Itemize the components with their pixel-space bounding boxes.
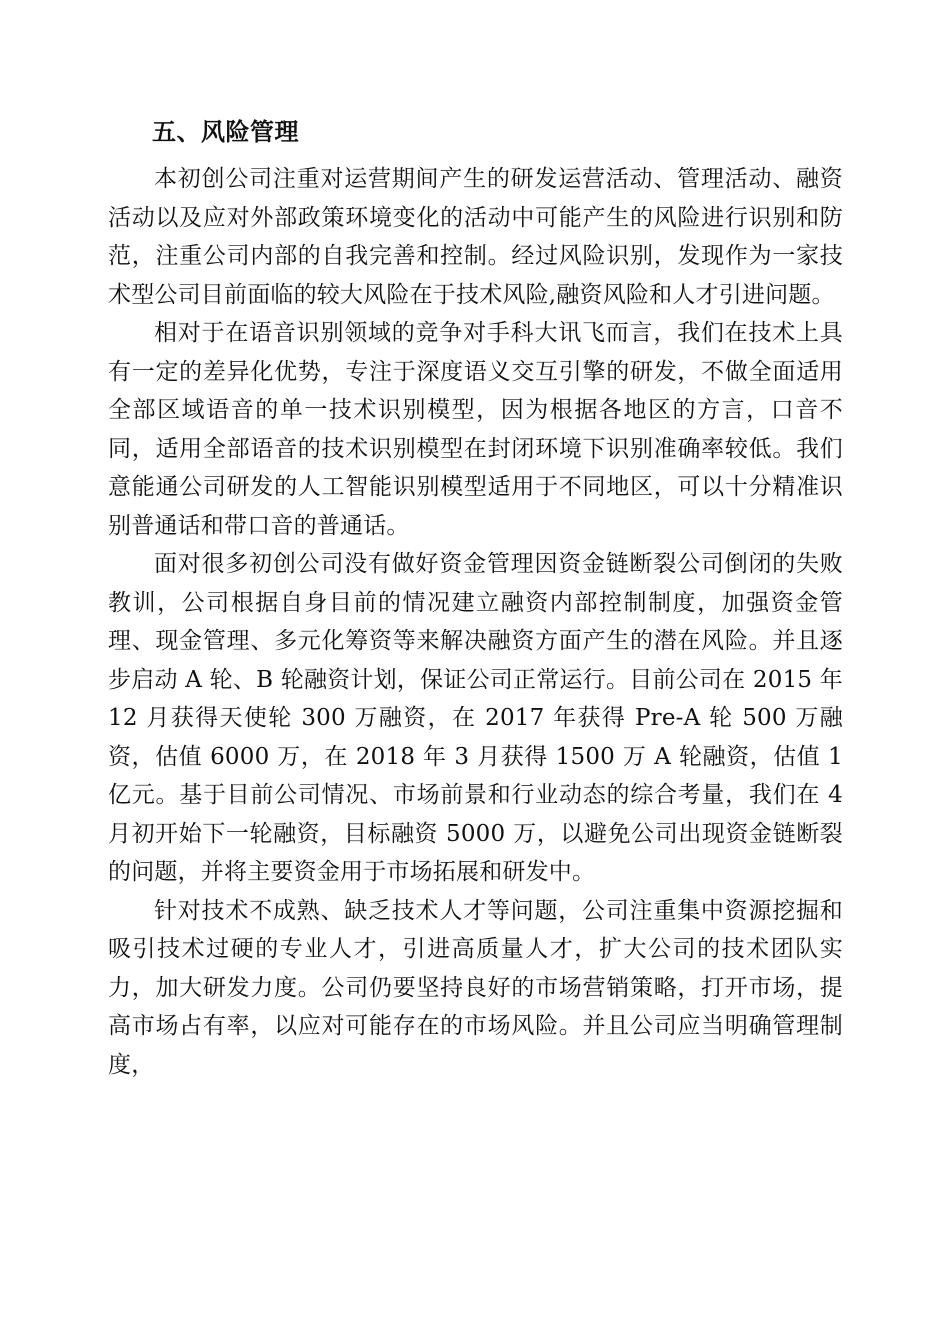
paragraph-risk-overview: 本初创公司注重对运营期间产生的研发运营活动、管理活动、融资活动以及应对外部政策环境变化的活动中可能产生的风险进行识别和防范，注重公司内部的自我完善和控制。经过风险识别，发现作为一家技术型公司目前面临的较大风险在于技术风险,融资风险和人才引进问题。 — [108, 166, 843, 308]
paragraph-technical-risk: 相对于在语音识别领域的竞争对手科大讯飞而言，我们在技术上具有一定的差异化优势，专注于深度语义交互引擎的研发，不做全面适用全部区域语音的单一技术识别模型，因为根据各地区的方言，口音不同，适用全部语音的技术识别模型在封闭环境下识别准确率较低。我们意能通公司研发的人工智能识别模型适用于不同地区，可以十分精准识别普通话和带口音的普通话。 — [108, 320, 843, 539]
document-body — [108, 110, 843, 1084]
paragraph-talent-risk: 针对技术不成熟、缺乏技术人才等问题，公司注重集中资源挖掘和吸引技术过硬的专业人才，引进高质量人才，扩大公司的技术团队实力，加大研发力度。公司仍要坚持良好的市场营销策略，打开市场，提高市场占有率，以应对可能存在的市场风险。并且公司应当明确管理制度， — [108, 897, 843, 1078]
section-title: 五、风险管理 — [152, 118, 299, 146]
paragraph-financing-risk: 面对很多初创公司没有做好资金管理因资金链断裂公司倒闭的失败教训，公司根据自身目前的情况建立融资内部控制制度，加强资金管理、现金管理、多元化筹资等来解决融资方面产生的潜在风险。并且逐步启动 A 轮、B 轮融资计划，保证公司正常运行。目前公司在 2015 年 12 月获得天使轮 300 万融资，在 2017 年获得 Pre-A 轮 500 万融资，估值 6000 万，在 2018 年 3 月获得 1500 万 A 轮融资，估值 1 亿元。基于目前公司情况、市场前景和行业动态的综合考量，我们在 4 月初开始下一轮融资，目标融资 5000 万，以避免公司出现资金链断裂的问题，并将主要资金用于市场拓展和研发中。 — [108, 551, 843, 885]
